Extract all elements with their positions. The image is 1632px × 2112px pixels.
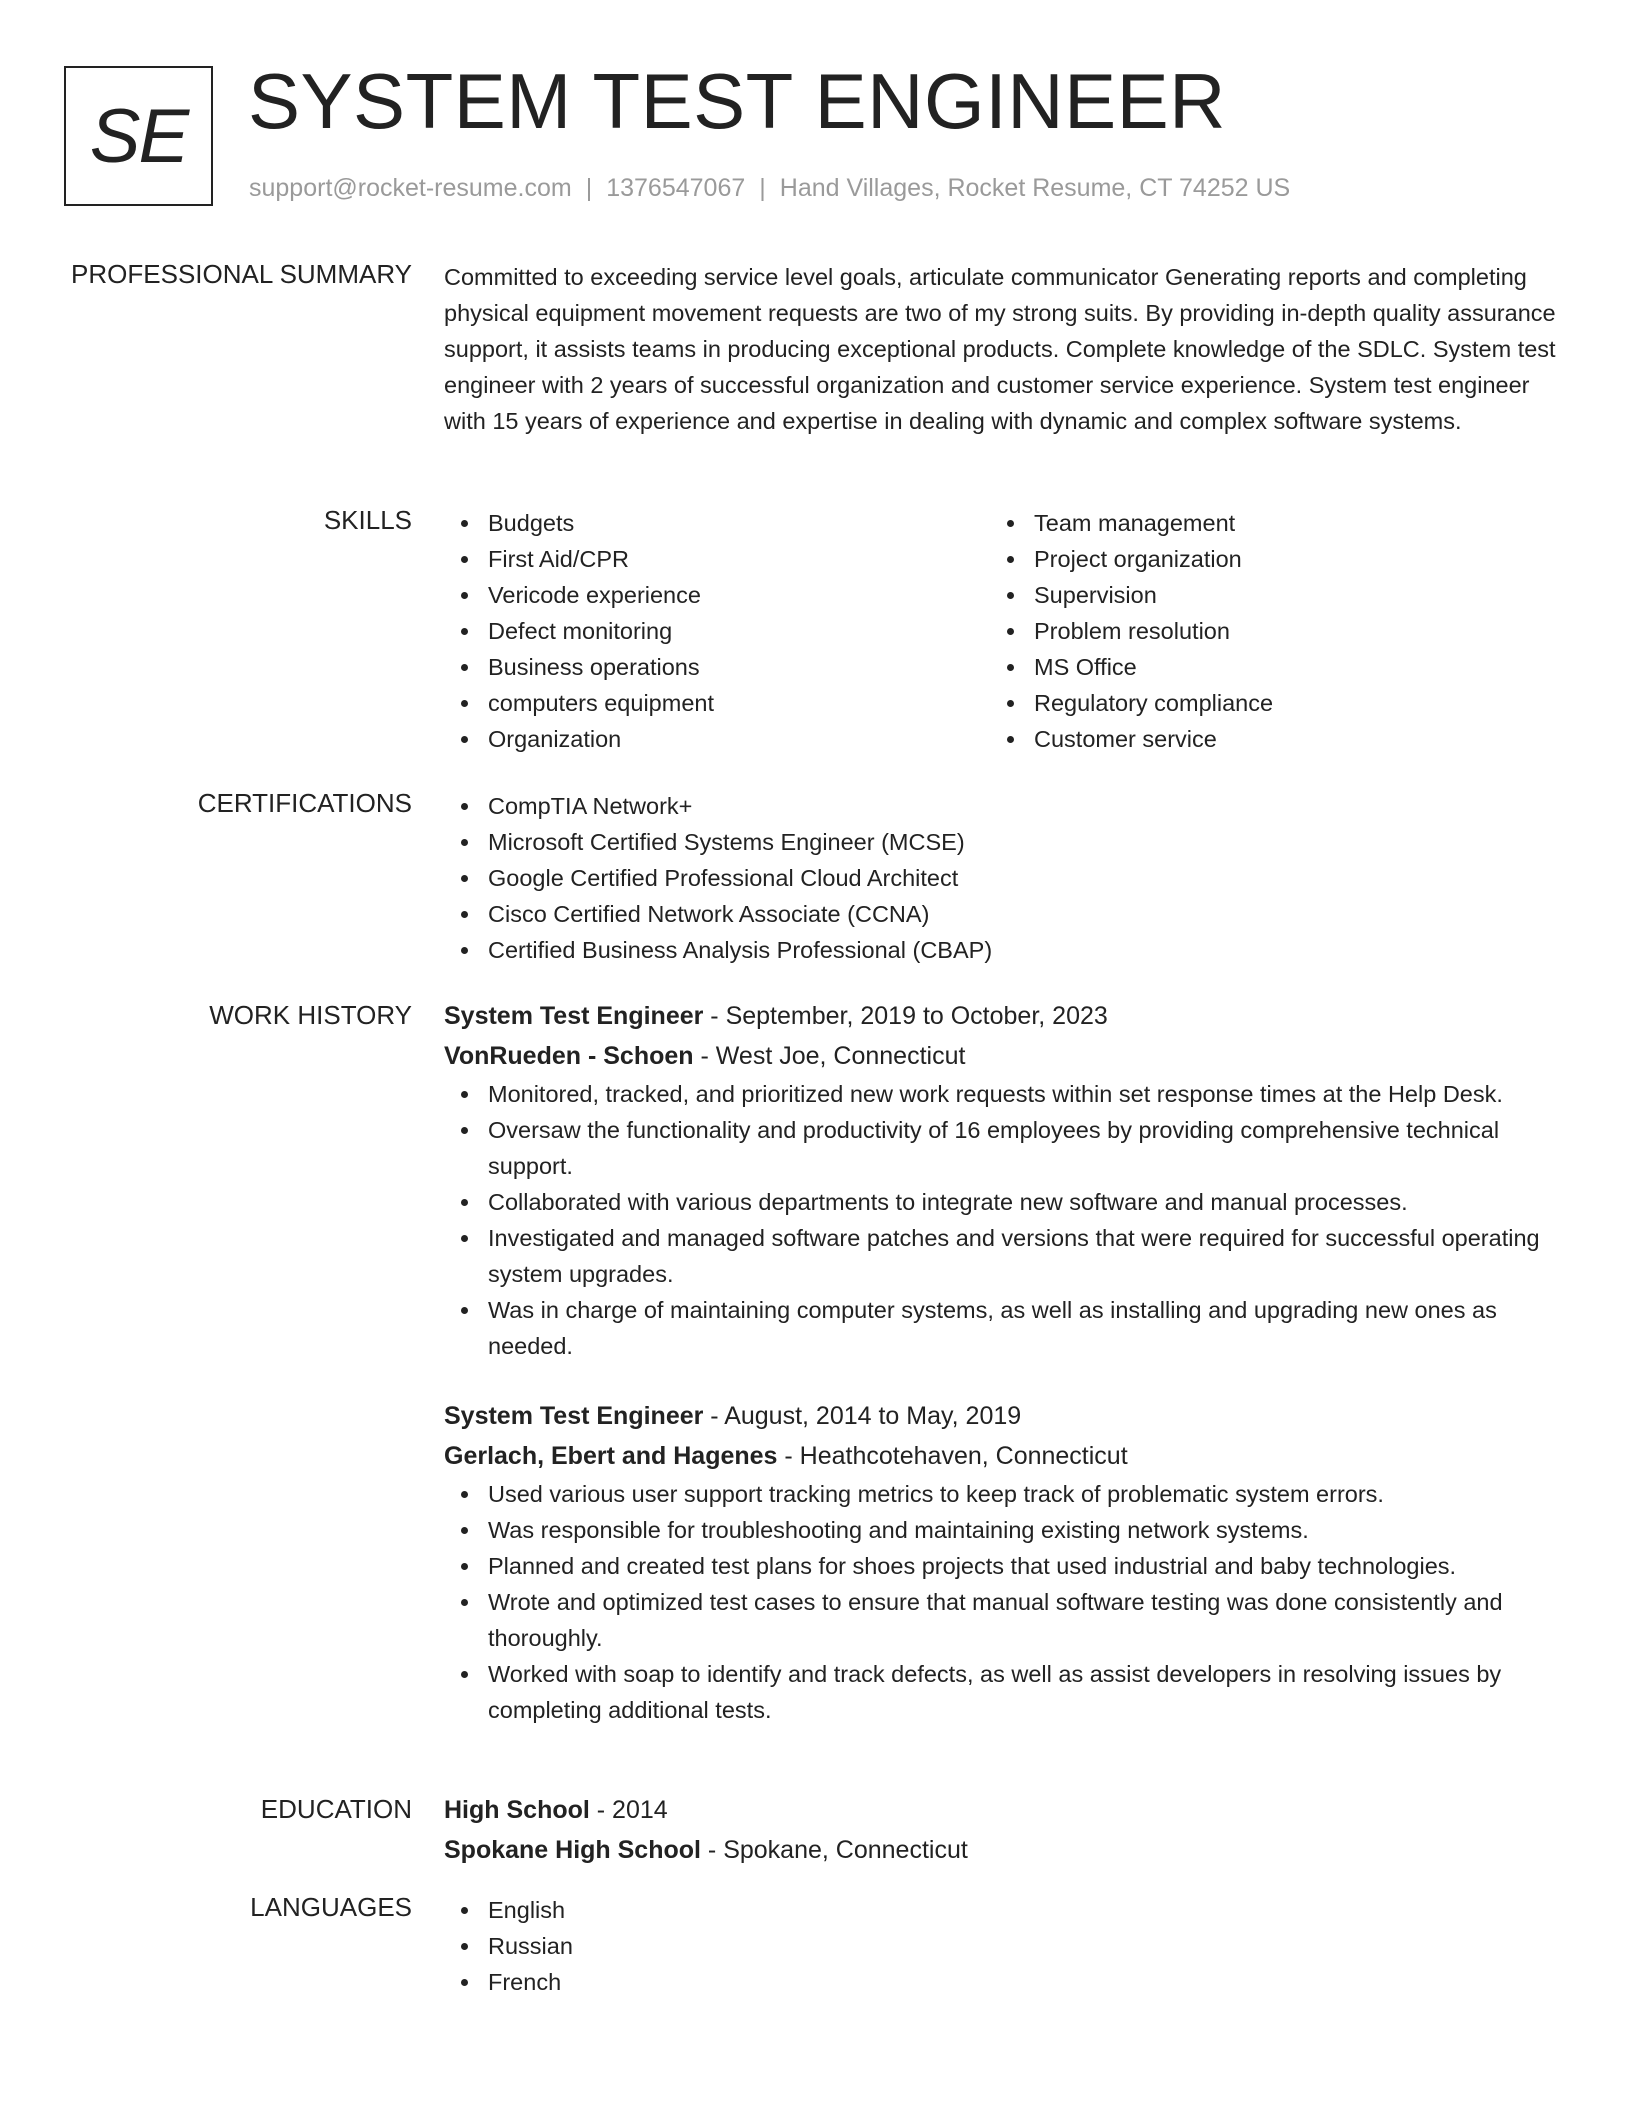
skill-item: Organization: [444, 721, 990, 757]
languages-list: [444, 1892, 1559, 2000]
skill-item: Defect monitoring: [444, 613, 990, 649]
job-location: - Heathcotehaven, Connecticut: [777, 1442, 1128, 1470]
education-label: EDUCATION: [260, 1794, 412, 1824]
job-bullet: Used various user support tracking metrics to keep track of problematic system errors.: [444, 1476, 1559, 1512]
education-school-line: [444, 1830, 1559, 1870]
language-item: French: [444, 1964, 1559, 2000]
skill-item: Team management: [990, 505, 1536, 541]
work-history-label: WORK HISTORY: [209, 1000, 412, 1030]
skill-item: Vericode experience: [444, 577, 990, 613]
education-location: - Spokane, Connecticut: [700, 1836, 968, 1864]
job-bullet: Investigated and managed software patches and versions that were required for successful operating system upgrades.: [444, 1220, 1559, 1292]
certification-item: Certified Business Analysis Professional (CBAP): [444, 932, 1559, 968]
job-bullet: Planned and created test plans for shoes projects that used industrial and baby technologies.: [444, 1548, 1559, 1584]
skill-item: MS Office: [990, 649, 1536, 685]
certification-item: Cisco Certified Network Associate (CCNA): [444, 896, 1559, 932]
job-company-line: [444, 1036, 1559, 1076]
job-entry: [444, 996, 1559, 1364]
contact-line: [249, 174, 1290, 203]
contact-email[interactable]: support@rocket-resume.com: [249, 174, 572, 202]
education-degree-line: [444, 1790, 1559, 1830]
job-bullet: Worked with soap to identify and track defects, as well as assist developers in resolving issues by completing additional tests.: [444, 1656, 1559, 1728]
certification-item: CompTIA Network+: [444, 788, 1559, 824]
certification-item: Microsoft Certified Systems Engineer (MCSE): [444, 824, 1559, 860]
language-item: English: [444, 1892, 1559, 1928]
job-title: System Test Engineer: [444, 1402, 704, 1430]
job-bullets: [444, 1076, 1559, 1364]
education-year: - 2014: [589, 1796, 668, 1824]
job-company-line: [444, 1436, 1559, 1476]
skill-item: Budgets: [444, 505, 990, 541]
job-bullet: Collaborated with various departments to integrate new software and manual processes.: [444, 1184, 1559, 1220]
certifications-label: CERTIFICATIONS: [197, 788, 412, 818]
job-company: VonRueden - Schoen: [444, 1042, 694, 1070]
skill-item: Project organization: [990, 541, 1536, 577]
languages-label: LANGUAGES: [250, 1892, 412, 1922]
job-dates: - August, 2014 to May, 2019: [703, 1402, 1022, 1430]
certification-item: Google Certified Professional Cloud Architect: [444, 860, 1559, 896]
monogram-box: [64, 66, 213, 206]
resume-title: SYSTEM TEST ENGINEER: [248, 57, 1226, 145]
summary-label: PROFESSIONAL SUMMARY: [71, 259, 412, 289]
job-bullet: Monitored, tracked, and prioritized new work requests within set response times at the Help Desk.: [444, 1076, 1559, 1112]
contact-separator: |: [585, 174, 593, 202]
contact-phone[interactable]: 1376547067: [606, 174, 746, 202]
contact-address: Hand Villages, Rocket Resume, CT 74252 US: [779, 174, 1291, 202]
job-title-line: [444, 1396, 1559, 1436]
skill-item: Supervision: [990, 577, 1536, 613]
job-title: System Test Engineer: [444, 1002, 704, 1030]
skills-list-col1: [444, 505, 990, 757]
contact-separator: |: [759, 174, 766, 202]
language-item: Russian: [444, 1928, 1559, 1964]
skills-label: SKILLS: [323, 505, 412, 535]
job-bullet: Oversaw the functionality and productivity of 16 employees by providing comprehensive technical support.: [444, 1112, 1559, 1184]
job-dates: - September, 2019 to October, 2023: [703, 1002, 1108, 1030]
job-company: Gerlach, Ebert and Hagenes: [444, 1442, 778, 1470]
monogram-text: SE: [89, 93, 188, 179]
education-degree: High School: [444, 1796, 590, 1824]
job-location: - West Joe, Connecticut: [693, 1042, 966, 1070]
job-bullets: [444, 1476, 1559, 1728]
skill-item: Business operations: [444, 649, 990, 685]
job-entry: [444, 1396, 1559, 1728]
job-bullet: Was in charge of maintaining computer systems, as well as installing and upgrading new ones as needed.: [444, 1292, 1559, 1364]
skills-list-col2: [990, 505, 1536, 757]
skill-item: Regulatory compliance: [990, 685, 1536, 721]
skill-item: First Aid/CPR: [444, 541, 990, 577]
job-bullet: Wrote and optimized test cases to ensure that manual software testing was done consistently and thoroughly.: [444, 1584, 1559, 1656]
education-school: Spokane High School: [444, 1836, 701, 1864]
skill-item: Customer service: [990, 721, 1536, 757]
summary-text: Committed to exceeding service level goals, articulate communicator Generating reports and completing physical equipment movement requests are two of my strong suits. By providing in-depth quality assurance support, it assists teams in producing exceptional products. Complete knowledge of the SDLC. System test engineer with 2 years of successful organization and customer service experience. System test engineer with 15 years of experience and expertise in dealing with dynamic and complex software systems.: [444, 264, 1556, 434]
certifications-list: [444, 788, 1559, 968]
job-bullet: Was responsible for troubleshooting and maintaining existing network systems.: [444, 1512, 1559, 1548]
skill-item: computers equipment: [444, 685, 990, 721]
skill-item: Problem resolution: [990, 613, 1536, 649]
job-title-line: [444, 996, 1559, 1036]
